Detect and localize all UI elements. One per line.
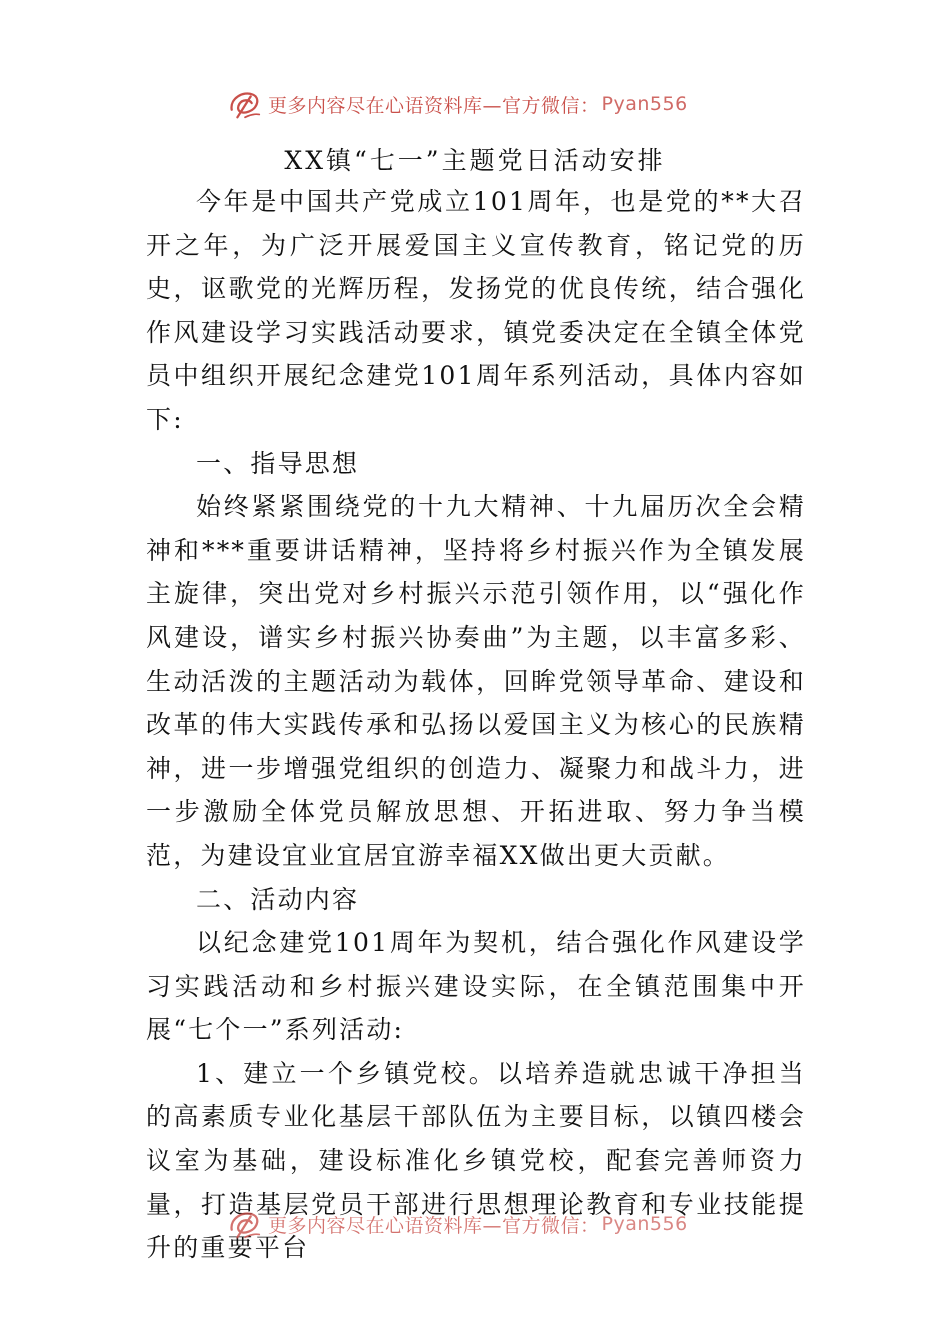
watermark-handle: Pyan556 [601,93,688,115]
watermark-text: 更多内容尽在心语资料库—官方微信： [268,1214,600,1237]
paragraph-activity-content: 以纪念建党101周年为契机，结合强化作风建设学习实践活动和乡村振兴建设实际，在全镇范围集中开展“七个一”系列活动: [146,928,806,1045]
footer-watermark [226,1204,746,1244]
header-watermark [226,84,746,124]
section-heading-guiding-ideology: 一、指导思想 [196,448,360,478]
signature-logo-icon [226,85,264,123]
watermark-text: 更多内容尽在心语资料库—官方微信： [268,94,600,117]
watermark-handle: Pyan556 [601,1213,688,1235]
section-heading-activity-content: 二、活动内容 [196,884,360,914]
paragraph-intro: 今年是中国共产党成立101周年，也是党的**大召开之年，为广泛开展爱国主义宣传教育，铭记党的历史，讴歌党的光辉历程，发扬党的优良传统，结合强化作风建设学习实践活动要求，镇党委决定在全镇全体党员中组织开展纪念建党101周年系列活动，具体内容如下: [146,187,806,434]
paragraph-item-1: 1、建立一个乡镇党校。以培养造就忠诚干净担当的高素质专业化基层干部队伍为主要目标，以镇四楼会议室为基础，建设标准化乡镇党校，配套完善师资力量，打造基层党员干部进行思想理论教育和专业技能提升的重要平台 [146,1058,806,1263]
document-body [146,180,806,1270]
signature-logo-icon [226,1205,264,1243]
paragraph-guiding-ideology: 始终紧紧围绕党的十九大精神、十九届历次全会精神和***重要讲话精神，坚持将乡村振兴作为全镇发展主旋律，突出党对乡村振兴示范引领作用，以“强化作风建设，谱实乡村振兴协奏曲”为主题，以丰富多彩、生动活泼的主题活动为载体，回眸党领导革命、建设和改革的伟大实践传承和弘扬以爱国主义为核心的民族精神，进一步增强党组织的创造力、凝聚力和战斗力，进一步激励全体党员解放思想、开拓进取、努力争当模范，为建设宜业宜居宜游幸福XX做出更大贡献。 [146,492,806,870]
document-title: XX镇“七一”主题党日活动安排 [284,146,666,175]
